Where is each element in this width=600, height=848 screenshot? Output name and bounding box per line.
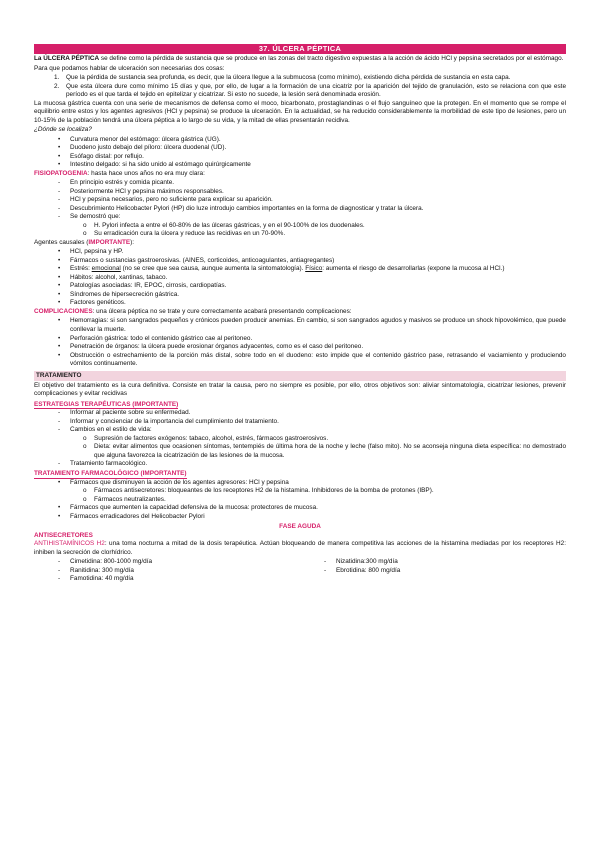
list-item: • Fármacos que disminuyen la acción de los agentes agresores: HCl y pepsina — [58, 478, 289, 486]
complicaciones-heading: COMPLICACIONES: una úlcera péptica no se trate y cure correctamente acabará presentando complicaciones: — [34, 307, 352, 315]
fase-aguda-heading: FASE AGUDA — [279, 523, 321, 531]
list-subitem: o Dieta: evitar alimentos que ocasionen síntomas, tentempiés de última hora de la noche y leche (falso mito). No se aconseja ninguna dieta específica: no demostrado que alguna favorezca la cicatrización de las lesiones de la mucosa. — [83, 443, 566, 459]
list-item: - Ranitidina: 300 mg/día — [58, 566, 134, 574]
list-item: • Hábitos: alcohol, xantinas, tabaco. — [58, 273, 168, 281]
list-subitem: o Fármacos antisecretores: bloqueantes de los receptores H2 de la histamina. Inhibidores de la bomba de protones (IBP). — [83, 487, 434, 495]
list-subitem: o Su erradicación cura la úlcera y reduce las recidivas en un 70-90%. — [83, 230, 286, 238]
intro-text: se define como la pérdida de sustancia que se produce en las zonas del tracto digestivo expuestas a la acción de ácido HCl y pepsina secretados por el estómago. — [99, 55, 564, 62]
drug-list — [34, 558, 566, 584]
bullet-icon: • — [58, 152, 61, 160]
mucosa-paragraph: La mucosa gástrica cuenta con una serie de mecanismos de defensa como el moco, bicarbonato, prostaglandinas o el flujo sanguíneo que la protegen. En el momento que se rompe el equilibrio entre estos y los agentes agresivos (HCl y pepsina) se produce la ulceración. En la actualidad, se ha reducido considerablemente la morbilidad de este tipo de lesiones, pero un 10-15% de la población tendrá una úlcera péptica a lo largo de su vida, y la mitad de ellas presentarán recidiva. — [34, 99, 566, 124]
list-subitem: o Fármacos neutralizantes. — [83, 495, 166, 503]
list-item: • Intestino delgado: si ha sido unido al estómago quirúrgicamente — [58, 161, 251, 169]
list-item: • Patologías asociadas: IR, EPOC, cirrosis, cardiopatías. — [58, 282, 227, 290]
list-item: • Esófago distal: por reflujo. — [58, 152, 144, 160]
list-item: - Informar al paciente sobre su enfermedad. — [58, 409, 191, 417]
antisecretores-heading: ANTISECRETORES — [34, 531, 93, 539]
complicaciones-list — [34, 317, 566, 368]
list-item: • HCl, pepsina y HP. — [58, 248, 124, 256]
list-item: - HCl y pepsina necesarios, pero no suficiente para explicar su aparición. — [58, 196, 273, 204]
tratamiento-paragraph: El objetivo del tratamiento es la cura definitiva. Consiste en tratar la causa, pero no siempre es posible, por ello, otros objetivos son: aliviar sintomatología, cicatrizar lesiones, prevenir complicaciones y evitar recidivas — [34, 381, 566, 398]
list-item: - Posteriormente HCl y pepsina máximos responsables. — [58, 187, 224, 195]
list-item: 1. Que la pérdida de sustancia sea profunda, es decir, que la úlcera llegue a la submucosa (como mínimo), existiendo dicha pérdida de sustancia en esta capa. — [54, 74, 511, 82]
list-item: 2. Que esta úlcera dure como mínimo 15 días y que, por ello, de lugar a la formación de una cicatriz por la aparición del tejido de granulación, esto se relaciona con que este período es el que tarda el tejido en epitelizar y cicatrizar. Si esto no sucede, la lesión será denominada erosión. — [54, 82, 566, 99]
intro-condition: Para que podamos hablar de ulceración son necesarias dos cosas: — [34, 64, 225, 72]
list-item: • Fármacos o sustancias gastroerosivas. (AINES, corticoides, anticoagulantes, antiagregantes) — [58, 256, 335, 264]
farmacologico-list — [34, 479, 566, 522]
list-item: • Fármacos erradicadores del Helicobacter Pylori — [58, 512, 205, 520]
list-item: - Cambios en el estilo de vida: — [58, 426, 152, 434]
circle-bullet-icon: o — [83, 230, 87, 238]
intro-paragraph — [34, 55, 566, 64]
farmacologico-heading: TRATAMIENTO FARMACOLÓGICO (IMPORTANTE) — [34, 469, 187, 477]
agentes-heading: Agentes causales (IMPORTANTE): — [34, 238, 135, 246]
list-item: • Curvatura menor del estómago: úlcera gástrica (UG). — [58, 135, 221, 143]
list-item: - Informar y concienciar de la importancia del cumplimiento del tratamiento. — [58, 417, 279, 425]
fisiopatogenia-heading: FISIOPATOGENIA: hasta hace unos años no era muy clara: — [34, 169, 205, 177]
list-item: • Obstrucción o estrechamiento de la porción más distal, sobre todo en el duodeno: esto impide que el contenido gástrico pase, retrasando el vaciamiento y produciendo vómitos continuamente. — [58, 351, 566, 368]
list-subitem: o Supresión de factores exógenos: tabaco, alcohol, estrés, fármacos gastroerosivos. — [83, 434, 329, 442]
list-item: - Descubrimiento Helicobacter Pylori (HP) dio luze introdujo cambios importantes en la forma de diagnosticar y tratar la úlcera. — [58, 204, 424, 212]
list-item: - Se demostró que: — [58, 213, 121, 221]
circle-bullet-icon: o — [83, 221, 87, 229]
page-title: 37. ÚLCERA PÉPTICA — [34, 44, 566, 54]
list-item: - Cimetidina: 800-1000 mg/día — [58, 558, 153, 566]
list-item: - Ebrotidina: 800 mg/día — [324, 566, 401, 574]
list-item: • Factores genéticos. — [58, 299, 126, 307]
tratamiento-heading: TRATAMIENTO — [34, 371, 566, 381]
list-item: - Nizatidina:300 mg/día — [324, 558, 398, 566]
fisiopatogenia-list — [34, 179, 566, 239]
list-item: - En principio estrés y comida picante. — [58, 179, 175, 187]
list-item: - Tratamiento farmacológico. — [58, 460, 148, 468]
list-subitem: o H. Pylori infecta a entre el 60-80% de las úlceras gástricas, y en el 90-100% de los duodenales. — [83, 221, 365, 229]
estrategias-list — [34, 409, 566, 469]
list-item: • Penetración de órganos: la úlcera puede erosionar órganos adyacentes, como es el caso del peritoneo. — [58, 343, 364, 351]
list-item: • Duodeno justo debajo del píloro: úlcera duodenal (UD). — [58, 144, 227, 152]
location-question: ¿Dónde se localiza? — [34, 126, 92, 134]
list-item: • Estrés: emocional (no se cree que sea causa, aunque aumenta la sintomatología). Físico: aumenta el riesgo de desarrollarlas (expone la mucosa al HCl.) — [58, 265, 505, 273]
list-item: - Famotidina: 40 mg/día — [58, 575, 134, 583]
antihistaminicos-paragraph: ANTIHISTAMÍNICOS H2: una toma nocturna a mitad de la dosis terapéutica. Actúan bloqueando de manera competitiva las acciones de la histamina mediadas por los receptores H2: inhiben la secreción de clorhídrico. — [34, 540, 566, 556]
list-item: • Perforación gástrica: todo el contenido gástrico cae al peritoneo. — [58, 334, 253, 342]
bullet-icon: • — [58, 161, 61, 169]
list-item: • Síndromes de hipersecreción gástrica. — [58, 290, 180, 298]
bullet-icon: • — [58, 144, 61, 152]
conditions-list — [34, 74, 566, 100]
bullet-icon: • — [58, 135, 61, 143]
estrategias-heading: ESTRATEGIAS TERAPÉUTICAS (IMPORTANTE) — [34, 400, 179, 408]
list-item: • Fármacos que aumenten la capacidad defensiva de la mucosa: protectores de mucosa. — [58, 504, 318, 512]
drug-list-right — [300, 558, 566, 584]
intro-lead: La ÚLCERA PÉPTICA — [34, 55, 100, 62]
list-item: • Hemorragias: si son sangrados pequeños y crónicos pueden producir anemias. En cambio, si son sangrados agudos y masivos se produce un shock hipovolémico, que puede conllevar la muerte. — [58, 317, 566, 333]
locations-list — [34, 136, 566, 170]
agentes-list — [34, 248, 566, 308]
drug-list-left — [34, 558, 300, 584]
